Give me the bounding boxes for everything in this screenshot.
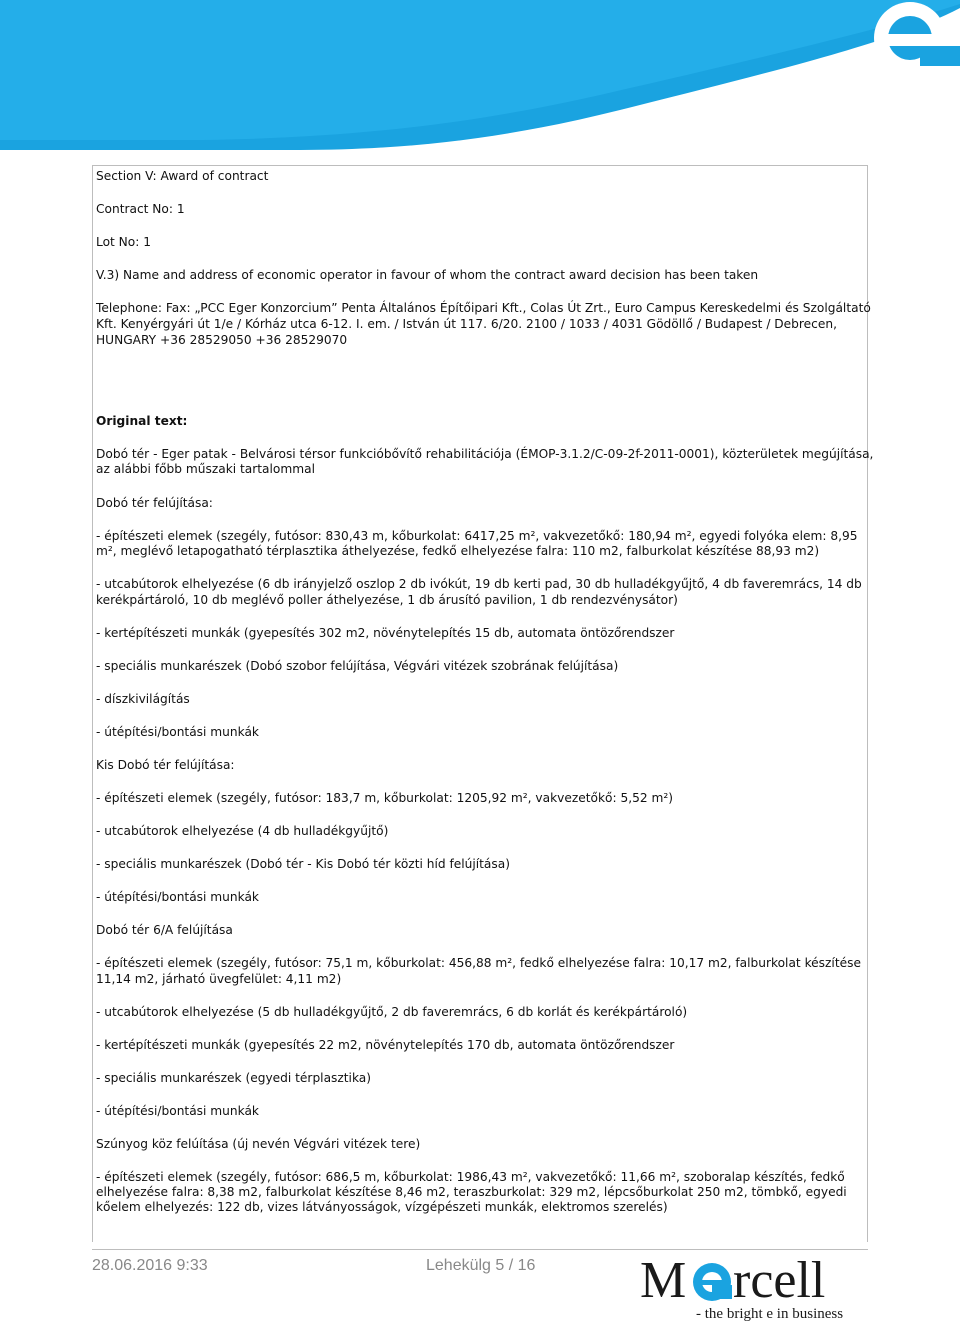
body-line: - útépítési/bontási munkák [96, 1104, 259, 1118]
marcell-logo [640, 1252, 872, 1328]
body-line: - utcabútorok elhelyezése (6 db irányjelző oszlop 2 db ivókút, 19 db kerti pad, 30 db hulladékgyűjtő, 4 db faveremrács, 14 db [96, 577, 862, 591]
body-line: - építészeti elemek (szegély, futósor: 183,7 m, kőburkolat: 1205,92 m², vakvezetőkő: 5,52 m²) [96, 791, 673, 805]
svg-text:rcell: rcell [733, 1252, 826, 1309]
body-line: - építészeti elemek (szegély, futósor: 686,5 m, kőburkolat: 1986,43 m², vakvezetőkő: 11,66 m², szoboralap készítés, fedkő [96, 1170, 845, 1184]
body-line: - utcabútorok elhelyezése (4 db hulladékgyűjtő) [96, 824, 389, 838]
marcell-e-logo-icon [693, 1263, 732, 1301]
subheading: Kis Dobó tér felújítása: [96, 758, 235, 772]
subheading: Szúnyog köz felúítása (új nevén Végvári vitézek tere) [96, 1137, 421, 1151]
body-line: - kertépítészeti munkák (gyepesítés 302 m2, növénytelepítés 15 db, automata öntözőrendszer [96, 626, 675, 640]
body-line: az alábbi főbb műszaki tartalommal [96, 462, 315, 476]
body-line: - építészeti elemek (szegély, futósor: 830,43 m, kőburkolat: 6417,25 m², vakvezetőkő: 180,94 m², egyedi folyóka elem: 8,95 [96, 529, 858, 543]
body-line: - díszkivilágítás [96, 692, 190, 706]
lot-number: Lot No: 1 [96, 235, 151, 249]
svg-text:M: M [640, 1252, 687, 1309]
subheading: Dobó tér felújítása: [96, 496, 213, 510]
contact-line: Kft. Kenyérgyári út 1/e / Kórház utca 6-12. I. em. / István út 117. 6/20. 2100 / 1033 / 4031 Gödöllő / Budapest / Debrecen, [96, 317, 837, 331]
body-line: - speciális munkarészek (egyedi térplasztika) [96, 1071, 372, 1085]
body-line: - speciális munkarészek (Dobó szobor felújítása, Végvári vitézek szobrának felújítása) [96, 659, 619, 673]
body-line: Dobó tér - Eger patak - Belvárosi térsor funkcióbővítő rehabilitációja (ÉMOP-3.1.2/C-09-2f-2011-0001), közterületek megújítása, [96, 447, 874, 461]
original-text-label: Original text: [96, 414, 188, 428]
body-line: kerékpártároló, 10 db meglévő poller áthelyezése, 1 db árusító pavilion, 1 db rendezvénysátor) [96, 593, 678, 607]
contact-line: Telephone: Fax: „PCC Eger Konzorcium” Penta Általános Építőipari Kft., Colas Út Zrt., Euro Campus Kereskedelmi és Szolgáltató [96, 301, 871, 315]
marcell-logo-mark [640, 1252, 872, 1312]
body-line: - útépítési/bontási munkák [96, 725, 259, 739]
body-line: - speciális munkarészek (Dobó tér - Kis Dobó tér közti híd felújítása) [96, 857, 510, 871]
body-line: - kertépítészeti munkák (gyepesítés 22 m2, növénytelepítés 170 db, automata öntözőrendszer [96, 1038, 675, 1052]
body-line: 11,14 m2, járható üvegfelület: 4,11 m2) [96, 972, 342, 986]
body-line: kőelem elhelyezés: 122 db, vizes látványosságok, vízgépészeti munkák, elektromos szerelés) [96, 1200, 668, 1214]
body-line: - útépítési/bontási munkák [96, 890, 259, 904]
body-line: - utcabútorok elhelyezése (5 db hulladékgyűjtő, 2 db faveremrács, 6 db korlát és kerékpártároló) [96, 1005, 688, 1019]
body-line: elhelyezése falra: 8,38 m2, falburkolat készítése 8,46 m2, teraszburkolat: 329 m2, lépcsőburkolat 250 m2, tömbkő, egyedi [96, 1185, 847, 1199]
top-brand-banner [0, 0, 960, 150]
section-title: Section V: Award of contract [96, 169, 269, 183]
logo-tagline: - the bright e in business [696, 1306, 844, 1322]
footer-date: 28.06.2016 9:33 [92, 1257, 208, 1274]
contact-line: HUNGARY +36 28529050 +36 28529070 [96, 333, 348, 347]
contract-number: Contract No: 1 [96, 202, 185, 216]
body-line: - építészeti elemek (szegély, futósor: 75,1 m, kőburkolat: 456,88 m², fedkő elhelyezése falra: 10,17 m2, falburkolat készítése [96, 956, 861, 970]
subheading: Dobó tér 6/A felújítása [96, 923, 233, 937]
v3-heading: V.3) Name and address of economic operator in favour of whom the contract award decision has been taken [96, 268, 759, 282]
body-line: m², meglévő letapogatható térplasztika áthelyezése, fedkő elhelyezése falra: 110 m2, falburkolat készítése 88,93 m2) [96, 544, 820, 558]
footer-page-number: Lehekülg 5 / 16 [426, 1257, 536, 1274]
footer-divider [92, 1249, 868, 1250]
